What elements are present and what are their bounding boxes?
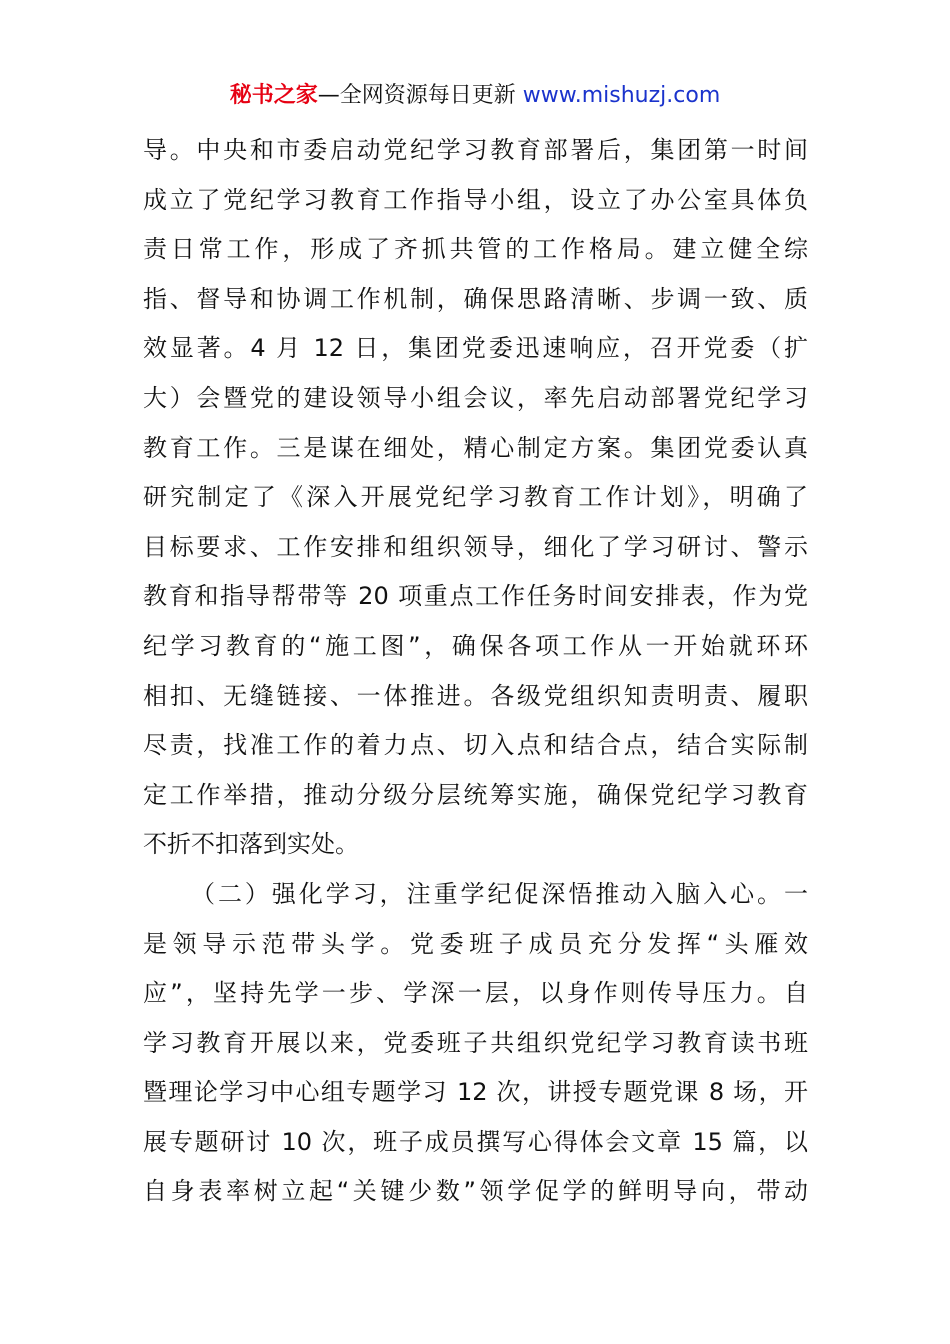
text-line: 是领导示范带头学。党委班子成员充分发挥“头雁效 bbox=[143, 929, 808, 958]
site-url-link[interactable]: www.mishuzj.com bbox=[522, 83, 721, 108]
text-line: 效显著。4 月 12 日，集团党委迅速响应，召开党委（扩 bbox=[143, 334, 808, 363]
text-line: 应”，坚持先学一步、学深一层，以身作则传导压力。自 bbox=[143, 979, 808, 1008]
text-line: 定工作举措，推动分级分层统筹实施，确保党纪学习教育 bbox=[143, 780, 808, 809]
header-tagline: —全网资源每日更新 bbox=[317, 83, 516, 108]
text-line: 自身表率树立起“关键少数”领学促学的鲜明导向，带动 bbox=[143, 1177, 808, 1206]
text-line: 尽责，找准工作的着力点、切入点和结合点，结合实际制 bbox=[143, 731, 808, 760]
text-line: 导。中央和市委启动党纪学习教育部署后，集团第一时间 bbox=[143, 136, 808, 164]
text-line: 学习教育开展以来，党委班子共组织党纪学习教育读书班 bbox=[143, 1028, 808, 1057]
text-line: 目标要求、工作安排和组织领导，细化了学习研讨、警示 bbox=[143, 532, 808, 561]
text-line: 成立了党纪学习教育工作指导小组，设立了办公室具体负 bbox=[143, 185, 808, 214]
text-line: 责日常工作，形成了齐抓共管的工作格局。建立健全综 bbox=[143, 235, 808, 264]
text-line: 纪学习教育的“施工图”，确保各项工作从一开始就环环 bbox=[143, 631, 808, 660]
text-line: 教育工作。三是谋在细处，精心制定方案。集团党委认真 bbox=[143, 433, 808, 462]
document-body bbox=[143, 126, 808, 1217]
brand-name: 秘书之家 bbox=[229, 83, 318, 108]
text-line: 指、督导和协调工作机制，确保思路清晰、步调一致、质 bbox=[143, 284, 808, 313]
section-heading-line: （二）强化学习，注重学纪促深悟推动入脑入心。一 bbox=[191, 879, 808, 908]
paragraph-end-line: 不折不扣落到实处。 bbox=[143, 830, 359, 859]
text-line: 大）会暨党的建设领导小组会议，率先启动部署党纪学习 bbox=[143, 383, 808, 412]
site-header bbox=[0, 80, 950, 112]
text-line: 暨理论学习中心组专题学习 12 次，讲授专题党课 8 场，开 bbox=[143, 1078, 808, 1107]
text-line: 相扣、无缝链接、一体推进。各级党组织知责明责、履职 bbox=[143, 681, 808, 710]
text-line: 研究制定了《深入开展党纪学习教育工作计划》，明确了 bbox=[143, 483, 808, 512]
text-line: 教育和指导帮带等 20 项重点工作任务时间安排表，作为党 bbox=[143, 582, 808, 611]
text-line: 展专题研讨 10 次，班子成员撰写心得体会文章 15 篇，以 bbox=[143, 1127, 808, 1156]
